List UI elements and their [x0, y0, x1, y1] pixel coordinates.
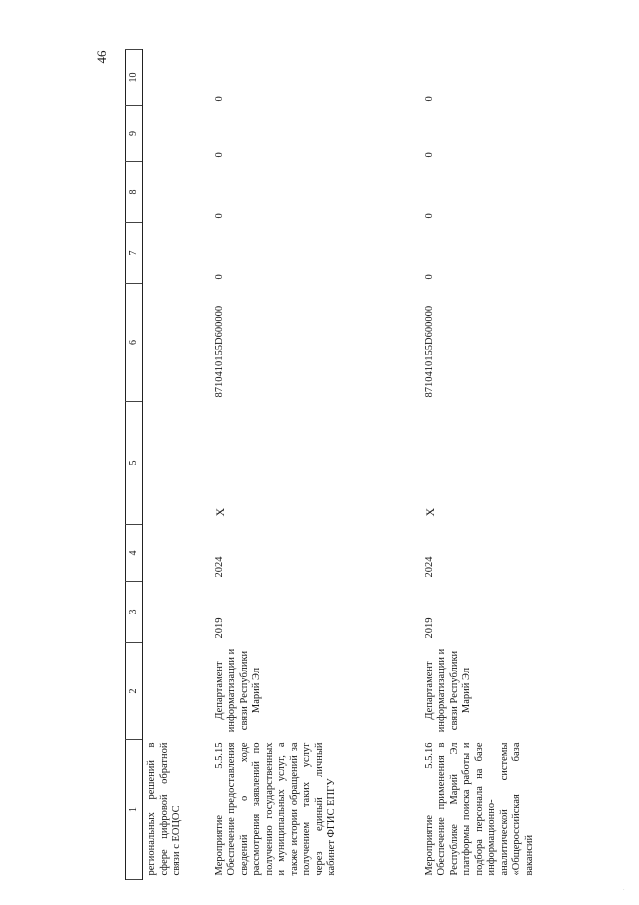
responsible-executor: Департамент информатизации и связи Республики Марий Эл: [213, 648, 262, 733]
header-cell: 6: [126, 284, 143, 402]
header-cell: 4: [126, 525, 143, 582]
header-cell: 9: [126, 106, 143, 162]
end-year: 2024: [423, 556, 435, 578]
rotated-table-container: [125, 50, 639, 880]
budget-code: 8710410155D600000: [213, 305, 225, 398]
event-description: Мероприятие 5.5.16 Обеспечение применения в Республике Марий Эл платформы поиска работы и подбора персонала на базе информационно-аналитической системы «Общероссийская база вакансий: [423, 742, 535, 876]
value-cell: [143, 162, 211, 223]
header-cell: 3: [126, 582, 143, 643]
scan-mark: ·: [623, 888, 625, 893]
header-cell: 7: [126, 223, 143, 284]
start-year: 2019: [213, 617, 225, 639]
value-cell: 0: [423, 96, 435, 102]
responsible-executor: [143, 643, 211, 740]
value-cell: 0: [213, 274, 225, 280]
mark-cell: Х: [422, 507, 437, 517]
header-row: [126, 50, 143, 880]
budget-code: [143, 284, 211, 402]
value-cell: [143, 223, 211, 284]
value-cell: 0: [423, 213, 435, 219]
header-cell: 2: [126, 643, 143, 740]
mark-cell: [143, 402, 211, 525]
start-year: 2019: [423, 617, 435, 639]
event-description: Мероприятие 5.5.15 Обеспечение предоставления сведений о ходе рассмотрения заявлений по получению государственных и муниципальных услуг, а также истории обращений за получением таких услуг через единый личный кабинет ФГИС ЕПГУ: [213, 742, 337, 876]
budget-code: 8710410155D600000: [423, 305, 435, 398]
start-year: [143, 582, 211, 643]
end-year: [143, 525, 211, 582]
table-row: [143, 50, 211, 880]
responsible-executor: Департамент информатизации и связи Республики Марий Эл: [423, 648, 472, 733]
table-row: [211, 50, 421, 880]
end-year: 2024: [213, 556, 225, 578]
value-cell: [143, 106, 211, 162]
value-cell: 0: [423, 274, 435, 280]
table-row: [421, 50, 621, 880]
mark-cell: Х: [212, 507, 227, 517]
header-cell: 8: [126, 162, 143, 223]
value-cell: 0: [423, 152, 435, 158]
header-cell: 1: [126, 740, 143, 880]
header-cell: 5: [126, 402, 143, 525]
value-cell: 0: [213, 96, 225, 102]
value-cell: 0: [213, 152, 225, 158]
page-number: 46: [94, 50, 109, 64]
header-cell: 10: [126, 50, 143, 106]
budget-table: [125, 49, 621, 880]
value-cell: 0: [213, 213, 225, 219]
value-cell: [143, 50, 211, 106]
event-description: региональных решений в сфере цифровой обратной связи с ЕОЦОС: [146, 742, 182, 876]
